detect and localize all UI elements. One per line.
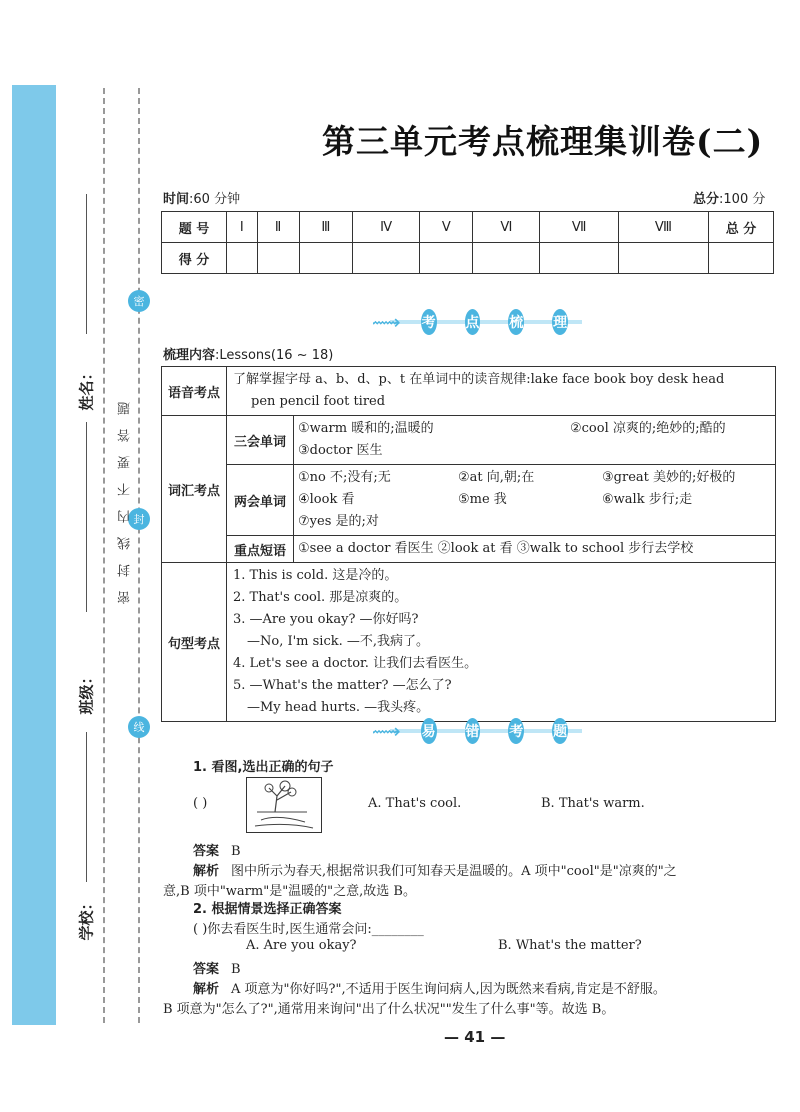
analysis-text: 图中所示为春天,根据常识我们可知春天是温暖的。A 项中"cool"是"凉爽的"之 (231, 864, 677, 879)
class-underline (86, 422, 87, 612)
phrase-text: ①see a doctor 看医生 ②look at 看 ③walk to school 步行去学校 (298, 541, 694, 556)
vocab-san-row (162, 416, 776, 465)
q2-stem[interactable]: ( )你去看医生时,医生通常会问:________ (193, 922, 424, 937)
answer-label: 答案 (193, 844, 220, 859)
phonics-line1: 了解掌握字母 a、b、d、p、t 在单词中的读音规律:lake face book boy desk head (233, 372, 725, 387)
seal-dot-top: 密 (128, 290, 150, 312)
banner-char: 易 (421, 718, 437, 744)
score-col: Ⅰ (227, 212, 258, 243)
name-underline (86, 194, 87, 334)
q1-bracket[interactable]: ( ) (193, 796, 208, 811)
review-table (161, 366, 776, 722)
margin-color-strip (12, 85, 56, 1025)
time-label: 时间 (163, 192, 190, 207)
score-cell[interactable] (618, 243, 708, 274)
sentence-line: 4. Let's see a doctor. 让我们去看医生。 (233, 656, 478, 671)
score-cell[interactable] (420, 243, 473, 274)
vocab-phrase-row (162, 536, 776, 563)
total-label: 总分 (693, 192, 720, 207)
score-total-label: 总 分 (709, 212, 774, 243)
banner-arrow-icon: ⟿ (372, 719, 401, 743)
q2-option-a[interactable]: A. Are you okay? (246, 938, 357, 953)
score-cell[interactable] (257, 243, 299, 274)
spring-picture (246, 777, 322, 833)
vocab-item: ①no 不;没有;无 (298, 470, 391, 485)
banner-char: 理 (552, 309, 568, 335)
q2-answer (193, 958, 241, 977)
answer-label: 答案 (193, 962, 220, 977)
section-banner-errors (372, 714, 582, 748)
vocab-item: ②cool 凉爽的;绝妙的;酷的 (570, 421, 726, 436)
seal-dot-mid: 封 (128, 508, 150, 530)
score-col: Ⅵ (473, 212, 540, 243)
seal-dot-bottom: 线 (128, 716, 150, 738)
vocab-item: ⑥walk 步行;走 (602, 492, 693, 507)
class-label: 班级： (77, 669, 96, 715)
range-value: :Lessons(16 ~ 18) (215, 348, 334, 363)
score-header-row (162, 212, 774, 243)
score-col: Ⅱ (257, 212, 299, 243)
vocab-item: ⑤me 我 (458, 492, 507, 507)
vertical-warning-chars: 密封线内不要答题 (118, 388, 133, 604)
vocab-san-label: 三会单词 (227, 416, 294, 465)
score-col: Ⅷ (618, 212, 708, 243)
score-table (161, 211, 774, 274)
q2-option-b[interactable]: B. What's the matter? (498, 938, 642, 953)
phonics-category: 语音考点 (162, 367, 227, 416)
time-info (163, 188, 240, 207)
school-label: 学校： (77, 895, 96, 941)
banner-char: 梳 (508, 309, 524, 335)
q1-answer (193, 840, 241, 859)
sentence-row (162, 563, 776, 722)
banner-char: 点 (465, 309, 481, 335)
banner-char: 考 (508, 718, 524, 744)
score-col: Ⅶ (540, 212, 619, 243)
q1-analysis (193, 860, 677, 879)
section-banner-review (372, 305, 582, 339)
score-row-label: 得 分 (162, 243, 227, 274)
score-cell[interactable] (299, 243, 353, 274)
score-col: Ⅴ (420, 212, 473, 243)
vocab-item: ④look 看 (298, 492, 355, 507)
total-info (693, 188, 765, 207)
q1-option-a[interactable]: A. That's cool. (368, 796, 462, 811)
phonics-row (162, 367, 776, 416)
phonics-line2: pen pencil foot tired (251, 394, 386, 409)
sentence-line: —My head hurts. —我头疼。 (247, 700, 430, 715)
score-cell[interactable] (473, 243, 540, 274)
q2-title (193, 898, 342, 917)
page-title: 第三单元考点梳理集训卷(二) (322, 122, 764, 161)
school-underline (86, 732, 87, 882)
q2-analysis-cont: B 项意为"怎么了?",通常用来询问"出了什么状况""发生了什么事"等。故选 B。 (163, 1002, 615, 1017)
vocab-liang-row (162, 465, 776, 536)
review-range (163, 344, 333, 363)
vocab-liang-label: 两会单词 (227, 465, 294, 536)
total-value: :100 分 (719, 192, 766, 207)
analysis-label: 解析 (193, 864, 220, 879)
banner-arrow-icon: ⟿ (372, 310, 401, 334)
score-cell[interactable] (353, 243, 420, 274)
sentence-line: 1. This is cold. 这是冷的。 (233, 568, 398, 583)
spring-tree-icon (247, 778, 321, 832)
q1-title-text: 1. 看图,选出正确的句子 (193, 760, 334, 775)
score-cell[interactable] (540, 243, 619, 274)
vocab-category: 词汇考点 (162, 416, 227, 563)
q1-option-b[interactable]: B. That's warm. (541, 796, 645, 811)
q2-title-text: 2. 根据情景选择正确答案 (193, 902, 342, 917)
banner-char: 考 (421, 309, 437, 335)
q1-analysis-cont: 意,B 项中"warm"是"温暖的"之意,故选 B。 (163, 884, 416, 899)
sentence-line: 5. —What's the matter? —怎么了? (233, 678, 452, 693)
analysis-label: 解析 (193, 982, 220, 997)
vocab-item: ①warm 暖和的;温暖的 (298, 421, 434, 436)
score-col: Ⅳ (353, 212, 420, 243)
seal-dash-line (103, 88, 105, 1023)
page-number: — 41 — (444, 1028, 506, 1046)
analysis-text: A 项意为"你好吗?",不适用于医生询问病人,因为既然来看病,肯定是不舒服。 (231, 982, 666, 997)
answer-value: B (231, 844, 241, 859)
range-label: 梳理内容 (163, 348, 216, 363)
q1-title (193, 756, 333, 775)
score-value-row (162, 243, 774, 274)
score-cell[interactable] (709, 243, 774, 274)
answer-value: B (231, 962, 241, 977)
sentence-line: —No, I'm sick. —不,我病了。 (247, 634, 430, 649)
sentence-line: 3. —Are you okay? —你好吗? (233, 612, 419, 627)
vocab-item: ③doctor 医生 (298, 443, 383, 458)
name-label: 姓名： (77, 365, 96, 411)
score-cell[interactable] (227, 243, 258, 274)
banner-char: 题 (552, 718, 568, 744)
banner-char: 错 (465, 718, 481, 744)
q2-analysis (193, 978, 666, 997)
vocab-phrase-label: 重点短语 (227, 536, 294, 563)
sentence-line: 2. That's cool. 那是凉爽的。 (233, 590, 408, 605)
vertical-warning-text (112, 388, 133, 604)
vocab-item: ⑦yes 是的;对 (298, 514, 379, 529)
vocab-item: ②at 向,朝;在 (458, 470, 535, 485)
time-value: :60 分钟 (189, 192, 241, 207)
vocab-item: ③great 美妙的;好极的 (602, 470, 736, 485)
sentence-category: 句型考点 (162, 563, 227, 722)
score-header-label: 题 号 (162, 212, 227, 243)
score-col: Ⅲ (299, 212, 353, 243)
